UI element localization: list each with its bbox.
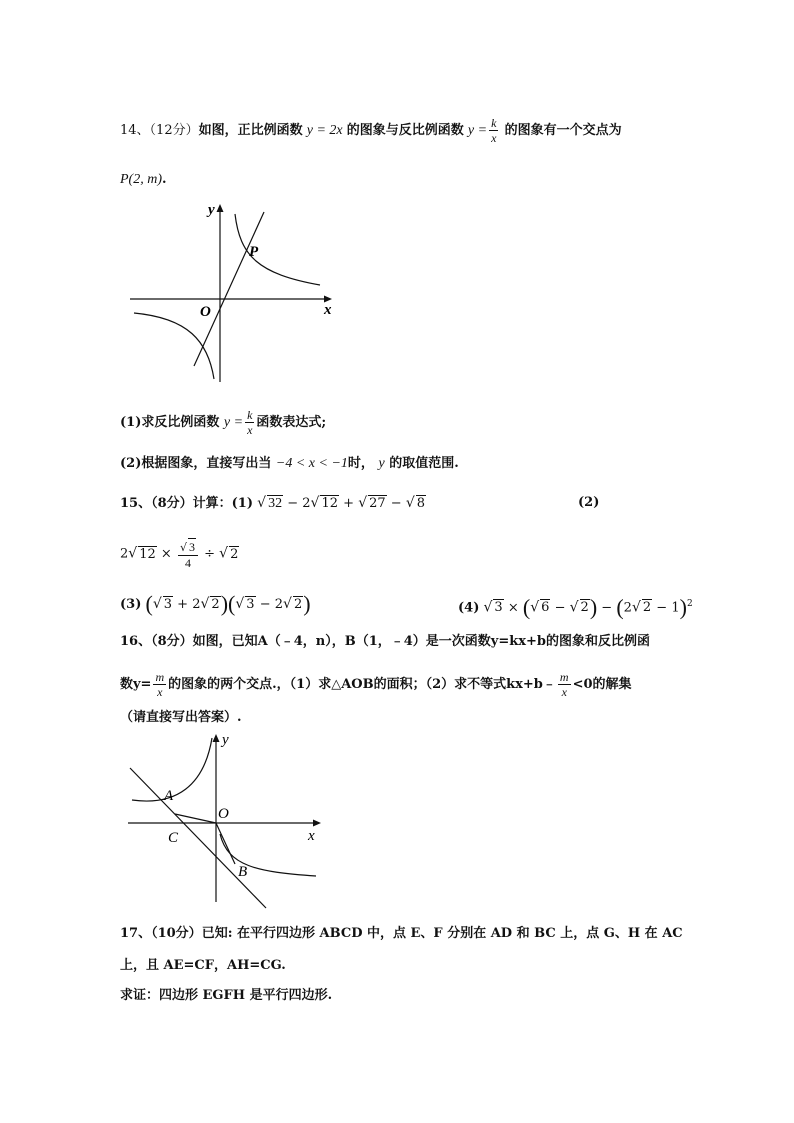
q15-r12: 12 xyxy=(321,496,338,511)
q14-line1 xyxy=(120,116,622,145)
q16-segment-oa xyxy=(175,814,216,823)
q15-p4-tag: (4) xyxy=(458,600,480,616)
q14-inverse-fraction xyxy=(489,116,498,145)
q14-p2-text-b: 时， xyxy=(347,456,374,471)
q16-line3 xyxy=(120,708,242,728)
q16-text-c: （请直接写出答案）. xyxy=(120,710,242,725)
q14-inverse-num: k xyxy=(491,116,497,130)
q17-line1-text: 已知: 在平行四边形 ABCD 中，点 E、F 分别在 AD 和 BC 上，点 G、H 在 AC xyxy=(201,926,683,941)
q14-hyperbola-branch-1 xyxy=(235,214,320,285)
q15-line1: 15、（8分）计算：(1) √ 32 − 2√ 12 + √ 27 − √ 8 xyxy=(120,495,426,511)
q15-p2-tag: (2) xyxy=(578,495,600,510)
q16-frac-den-2: x xyxy=(561,685,567,699)
q15-r8: 8 xyxy=(416,496,426,511)
q15-p4-times: × xyxy=(507,600,519,616)
q14-part2 xyxy=(120,454,459,474)
q15-p2-r12: 12 xyxy=(139,546,156,562)
q15-p2-times: × xyxy=(160,546,172,562)
q16-label-y: y xyxy=(222,732,229,748)
q16-x-arrow xyxy=(313,820,321,827)
q17-number: 17、（10分） xyxy=(120,926,202,941)
q15-p4-minus-a: − xyxy=(554,600,566,616)
q14-inverse-den: x xyxy=(491,131,497,145)
q14-p1-tag: (1) xyxy=(120,415,142,430)
q15-p2-r2: 2 xyxy=(230,546,239,562)
q16-label-b: B xyxy=(238,864,248,880)
q14-period: . xyxy=(162,172,167,187)
q14-p1-fn-lhs: y = xyxy=(223,415,244,430)
q15-coef-2: 2 xyxy=(302,496,311,511)
q14-p2-var: y xyxy=(378,456,385,471)
q14-p2-tag: (2) xyxy=(120,456,142,471)
q15-p4-one: 1 xyxy=(671,600,680,616)
q15-p4-r6: 6 xyxy=(541,600,550,616)
q17-line3: 求证：四边形 EGFH 是平行四边形. xyxy=(120,988,333,1003)
q14-hyperbola-branch-2 xyxy=(134,313,214,379)
q15-p4-r3: 3 xyxy=(494,600,503,616)
q15-p3-tag: (3) xyxy=(120,597,142,612)
q16-frac-den-1: x xyxy=(157,685,163,699)
q16-y-arrow xyxy=(213,734,220,742)
q15-p3-r2b: 2 xyxy=(293,597,303,612)
q16-label-c: C xyxy=(168,830,179,846)
q15-minus-1: − xyxy=(287,496,299,511)
q15-number: 15、（8分）计算： xyxy=(120,496,232,511)
q16-linear-line xyxy=(130,768,266,908)
q16-line1 xyxy=(120,632,650,652)
q14-direct-line xyxy=(194,212,264,366)
q16-text-b2: 的图象的两个交点.，（1）求△AOB的面积；（2）求不等式kx+b﹣ xyxy=(168,677,556,692)
q15-r32: 32 xyxy=(268,496,283,511)
q14-part1 xyxy=(120,408,326,437)
q14-p1-den: x xyxy=(247,423,253,437)
q16-frac-num-1: m xyxy=(155,670,165,684)
q14-p1-text-a: 求反比例函数 xyxy=(141,415,220,430)
q15-p2-r3: 3 xyxy=(188,540,195,554)
q16-label-a: A xyxy=(164,788,174,804)
q14-point: P(2, m) xyxy=(120,172,162,187)
q14-p1-num: k xyxy=(247,408,253,422)
q14-p1-fraction xyxy=(245,408,254,437)
q15-p2-div: ÷ xyxy=(204,546,215,562)
q14-number: 14、（12分） xyxy=(120,123,199,138)
q14-intro-b: 的图象与反比例函数 xyxy=(346,123,464,138)
q15-plus-1: + xyxy=(343,496,355,511)
q15-p2-fraction: $\frac{√ 3}{4}$ xyxy=(178,538,198,570)
q14-intro-a: 如图，正比例函数 xyxy=(198,123,303,138)
q14-inverse-lhs: y = xyxy=(467,123,488,138)
q15-part4: (4) √ 3 × (√ 6 − √ 2) − (2√ 2 − 1)$^2$ xyxy=(458,594,693,620)
q16-hyperbola-branch-2 xyxy=(220,834,316,876)
q14-figure xyxy=(128,196,348,386)
q14-p2-text-c: 的取值范围. xyxy=(389,456,459,471)
q16-figure xyxy=(126,730,336,910)
q16-fraction-1 xyxy=(153,670,166,699)
q15-p3-r3b: 3 xyxy=(246,597,255,612)
q14-line2 xyxy=(120,170,167,190)
q17-line1 xyxy=(120,924,683,944)
q15-p4-exponent: 2 xyxy=(686,599,693,609)
q15-part2-expr: 2√ 12 × $\frac{√ 3}{4}$ ÷ √ 2 xyxy=(120,540,239,570)
q15-p4-coef: 2 xyxy=(623,600,632,616)
q14-label-y: y xyxy=(208,202,215,218)
q16-text-b1: 数y= xyxy=(120,677,152,692)
q14-p2-text-a: 根据图象，直接写出当 xyxy=(141,456,272,471)
q15-p2-coef: 2 xyxy=(120,546,129,562)
q15-part3: (3) (√ 3 + 2√ 2)(√ 3 − 2√ 2) xyxy=(120,591,311,616)
q15-p3-r2a: 2 xyxy=(211,597,220,612)
q15-p3-r3a: 3 xyxy=(163,597,173,612)
q14-intro-c: 的图象有一个交点为 xyxy=(504,123,622,138)
q15-p1-tag: (1) xyxy=(231,496,253,511)
q16-segment-ob xyxy=(216,823,235,864)
q17-line2: 上，且 AE=CF，AH=CG. xyxy=(120,958,286,973)
q15-p4-r2a: 2 xyxy=(580,600,589,616)
q16-text-a: 如图，已知A（﹣4，n），B（1，﹣4）是一次函数y=kx+b的图象和反比例函 xyxy=(192,634,650,649)
q14-p2-range: −4 < x < −1 xyxy=(275,456,348,471)
q15-p3-plus: + xyxy=(177,597,189,612)
q16-frac-num-2: m xyxy=(559,670,569,684)
q15-p4-minus-b: − xyxy=(601,600,613,616)
q15-p3-minus: − xyxy=(259,597,271,612)
q16-number: 16、（8分） xyxy=(120,634,193,649)
q14-direct-fn: y = 2x xyxy=(306,123,343,138)
q14-y-arrow xyxy=(217,204,224,212)
q15-p2-den: 4 xyxy=(184,556,191,570)
q16-text-b3: <0的解集 xyxy=(572,677,632,692)
q15-r27: 27 xyxy=(369,496,386,511)
q14-label-o: O xyxy=(200,304,211,320)
q15-p3-coef-b: 2 xyxy=(274,597,284,612)
q15-p3-coef-a: 2 xyxy=(192,597,201,612)
q16-line2 xyxy=(120,670,632,699)
q16-label-x: x xyxy=(308,828,315,844)
q14-p1-text-b: 函数表达式; xyxy=(256,415,327,430)
q14-label-x: x xyxy=(324,302,332,318)
q16-fraction-2 xyxy=(558,670,571,699)
q16-label-o: O xyxy=(218,806,229,822)
q14-label-p: P xyxy=(249,244,259,260)
q15-minus-2: − xyxy=(390,496,402,511)
q15-p4-r2b: 2 xyxy=(642,600,652,616)
q15-p4-minus-c: − xyxy=(656,600,668,616)
